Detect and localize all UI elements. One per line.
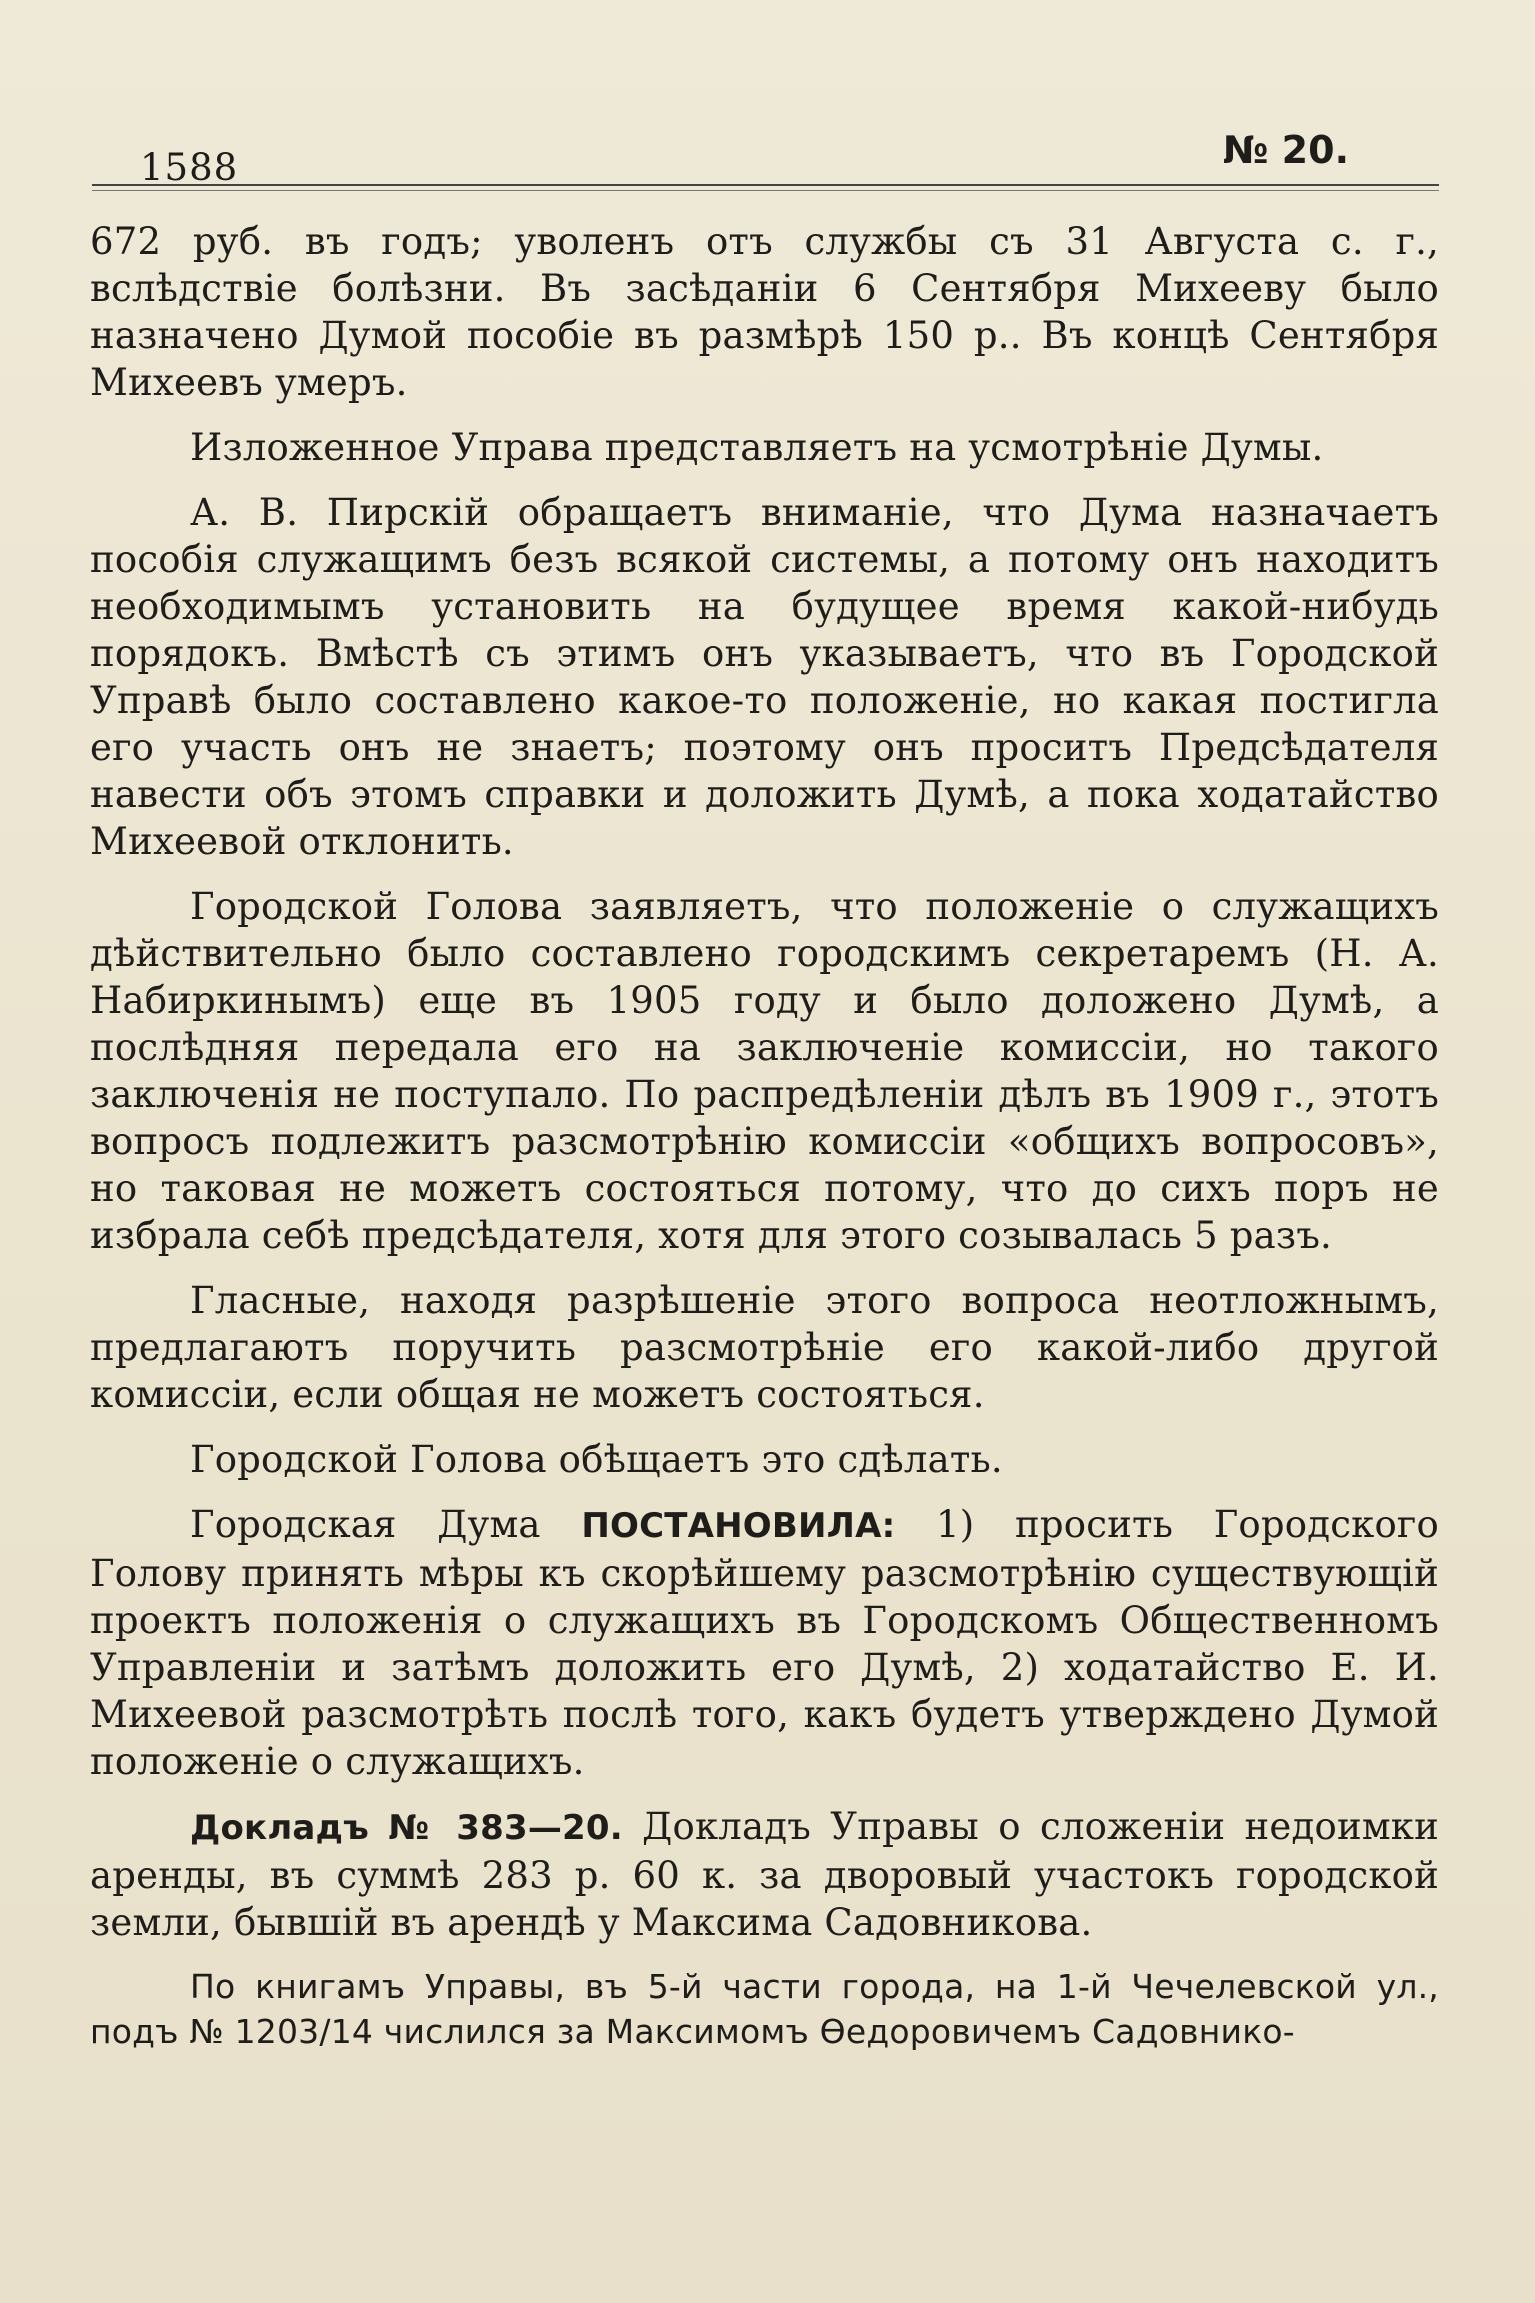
paragraph-3: А. В. Пирскій обращаетъ вниманіе, что Дума назначаетъ пособія служащимъ безъ всякой системы, а потому онъ находитъ необходимымъ установить на будущее время какой-нибудь порядокъ. Вмѣстѣ съ этимъ онъ указываетъ, что въ Городской Управѣ было составлено какое-то положеніе, но какая постигла его участь онъ не знаетъ; поэтому онъ проситъ Предсѣдателя навести объ этомъ справки и доложить Думѣ, а пока ходатайство Михеевой отклонить.	[90, 491, 1439, 863]
paragraph-7-rest: 1) просить Городского Голову принять мѣры къ скорѣйшему разсмотрѣнію существующій проектъ положенія о служащихъ въ Городскомъ Общественномъ Управленіи и затѣмъ доложить его Думѣ, 2) ходатайство Е. И. Михеевой разсмотрѣть послѣ того, какъ будетъ утверждено Думой положеніе о служащихъ.	[90, 1503, 1439, 1783]
paragraph-8	[90, 1803, 1439, 1946]
paragraph-9: По книгамъ Управы, въ 5-й части города, на 1-й Чечелевской ул., подъ № 1203/14 числился за Максимомъ Ѳедоровичемъ Садовнико-	[90, 1967, 1439, 2051]
page-number: 1588	[140, 146, 239, 189]
paragraph-7	[90, 1501, 1439, 1785]
resolution-label: ПОСТАНОВИЛА:	[581, 1506, 896, 1546]
paragraph-6: Городской Голова обѣщаетъ это сдѣлать.	[190, 1438, 1003, 1481]
page-header	[92, 128, 1439, 198]
issue-number: № 20.	[1222, 128, 1349, 172]
paragraph-1: 672 руб. въ годъ; уволенъ отъ службы съ 31 Августа с. г., вслѣдствіе болѣзни. Въ засѣданіи 6 Сентября Михееву было назначено Думой пособіе въ размѣрѣ 150 р.. Въ концѣ Сентября Михеевъ умеръ.	[90, 220, 1439, 404]
document-body	[90, 218, 1439, 2072]
paragraph-4: Городской Голова заявляетъ, что положеніе о служащихъ дѣйствительно было составлено городскимъ секретаремъ (Н. А. Набиркинымъ) еще въ 1905 году и было доложено Думѣ, а послѣдняя передала его на заключеніе комиссіи, но такого заключенія не поступало. По распредѣленіи дѣлъ въ 1909 г., этотъ вопросъ подлежитъ разсмотрѣнію комиссіи «общихъ вопросовъ», но таковая не можетъ состояться потому, что до сихъ поръ не избрала себѣ предсѣдателя, хотя для этого созывалась 5 разъ.	[90, 885, 1439, 1257]
report-number: Докладъ № 383—20.	[190, 1808, 623, 1848]
paragraph-2: Изложенное Управа представляетъ на усмотрѣніе Думы.	[190, 426, 1324, 469]
header-rule	[92, 184, 1439, 191]
paragraph-5: Гласные, находя разрѣшеніе этого вопроса неотложнымъ, предлагаютъ поручить разсмотрѣніе его какой-либо другой комиссіи, если общая не можетъ состояться.	[90, 1279, 1439, 1416]
paragraph-7-prefix: Городская Дума	[190, 1503, 582, 1546]
paragraph-8-rest: Докладъ Управы о сложеніи недоимки аренды, въ суммѣ 283 р. 60 к. за дворовый участокъ городской земли, бывшій въ арендѣ у Максима Садовникова.	[90, 1805, 1439, 1944]
